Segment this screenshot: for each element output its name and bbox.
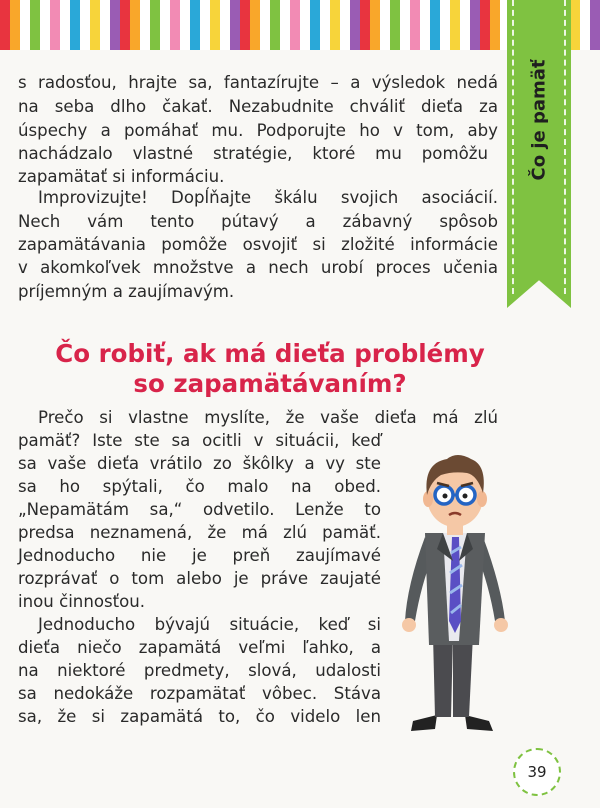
stripe <box>290 0 300 50</box>
chapter-tab-label: Čo je pamäť <box>528 59 550 181</box>
paragraph-4-line: dieťa niečo zapamätá veľmi ľahko, a <box>18 638 381 657</box>
stripe <box>310 0 320 50</box>
paragraph-1-line: na seba dlho čakať. Nezabudnite chváliť dieťa za <box>18 97 498 116</box>
stripe <box>210 0 220 50</box>
stripe <box>400 0 410 50</box>
stripe <box>490 0 500 50</box>
stripe <box>330 0 340 50</box>
paragraph-2-line: v akomkoľvek množstve a nech urobí proces učenia <box>18 258 498 277</box>
stripe <box>570 0 580 50</box>
stripe <box>90 0 100 50</box>
stripe <box>220 0 230 50</box>
paragraph-3-line: pamäť? Iste ste sa ocitli v situácii, keď <box>18 431 381 450</box>
stripe <box>430 0 440 50</box>
paragraph-3-line: sa vaše dieťa vrátilo zo škôlky a vy ste <box>18 454 381 473</box>
paragraph-3-line: rozprávať o tom alebo je práve zaujaté <box>18 569 381 588</box>
stripe <box>230 0 240 50</box>
stripe <box>140 0 150 50</box>
stripe <box>590 0 600 50</box>
paragraph-1-line: zapamätať si informáciu. <box>18 167 225 186</box>
paragraph-3-line: Jednoducho nie je preň zaujímavé <box>18 546 381 565</box>
stripe <box>260 0 270 50</box>
stripe <box>200 0 210 50</box>
stripe <box>50 0 60 50</box>
stripe <box>270 0 280 50</box>
stripe <box>240 0 250 50</box>
paragraph-3-line: predsa neznamená, že má zlú pamäť. <box>18 523 381 542</box>
stripe <box>580 0 590 50</box>
paragraph-2-line: Nech vám tento pútavý a zábavný spôsob <box>18 212 498 231</box>
stripe <box>150 0 160 50</box>
stripe <box>40 0 50 50</box>
stripe <box>10 0 20 50</box>
stripe <box>340 0 350 50</box>
paragraph-4-line: na niektoré predmety, slová, udalosti <box>18 661 381 680</box>
paragraph-3-line: inou činnosťou. <box>18 592 146 611</box>
stripe <box>160 0 170 50</box>
stripe <box>80 0 90 50</box>
stripe <box>300 0 310 50</box>
stripe <box>470 0 480 50</box>
stripe <box>180 0 190 50</box>
stripe <box>450 0 460 50</box>
stripe <box>130 0 140 50</box>
paragraph-2-line: Improvizujte! Dopĺňajte škálu svojich asociácií. <box>38 188 498 207</box>
page-number-badge <box>513 748 561 796</box>
section-heading-line-1: Čo robiť, ak má dieťa problémy <box>55 339 485 368</box>
stripe <box>30 0 40 50</box>
stripe <box>0 0 10 50</box>
stripe <box>410 0 420 50</box>
stripe <box>60 0 70 50</box>
paragraph-2-line: zapamätávania pomôže osvojiť si zložité informácie <box>18 235 498 254</box>
stripe <box>20 0 30 50</box>
stripe <box>100 0 110 50</box>
paragraph-4-line: Jednoducho bývajú situácie, keď si <box>38 615 381 634</box>
stripe <box>110 0 120 50</box>
stripe <box>380 0 390 50</box>
paragraph-1-line: s radosťou, hrajte sa, fantazírujte – a výsledok nedá <box>18 73 498 92</box>
stripe <box>280 0 290 50</box>
stripe <box>480 0 490 50</box>
paragraph-3-line: Prečo si vlastne myslíte, že vaše dieťa má zlú <box>38 408 498 427</box>
paragraph-1-line: nachádzalo vlastné stratégie, ktoré mu pomôžu <box>18 144 488 163</box>
stripe <box>390 0 400 50</box>
stripe <box>440 0 450 50</box>
confused-man-illustration <box>397 445 512 733</box>
stripe <box>460 0 470 50</box>
stripe <box>170 0 180 50</box>
paragraph-1-line: úspechy a pomáhať mu. Podporujte ho v tom, aby <box>18 121 498 140</box>
page-number: 39 <box>527 763 547 781</box>
stripe <box>120 0 130 50</box>
stripe <box>70 0 80 50</box>
stripe <box>350 0 360 50</box>
stripe <box>360 0 370 50</box>
stripe <box>320 0 330 50</box>
section-heading-line-2: so zapamätávaním? <box>133 369 407 398</box>
paragraph-4-line: sa, že si zapamätá to, čo videlo len <box>18 707 381 726</box>
paragraph-3-line: sa ho spýtali, čo malo na obed. <box>18 477 381 496</box>
stripe <box>250 0 260 50</box>
stripe <box>190 0 200 50</box>
paragraph-4-line: sa nedokáže rozpamätať vôbec. Stáva <box>18 684 381 703</box>
stripe <box>370 0 380 50</box>
stripe <box>420 0 430 50</box>
paragraph-2-line: príjemným a zaujímavým. <box>18 282 235 301</box>
paragraph-3-line: „Nepamätám sa,“ odvetilo. Lenže to <box>18 500 381 519</box>
